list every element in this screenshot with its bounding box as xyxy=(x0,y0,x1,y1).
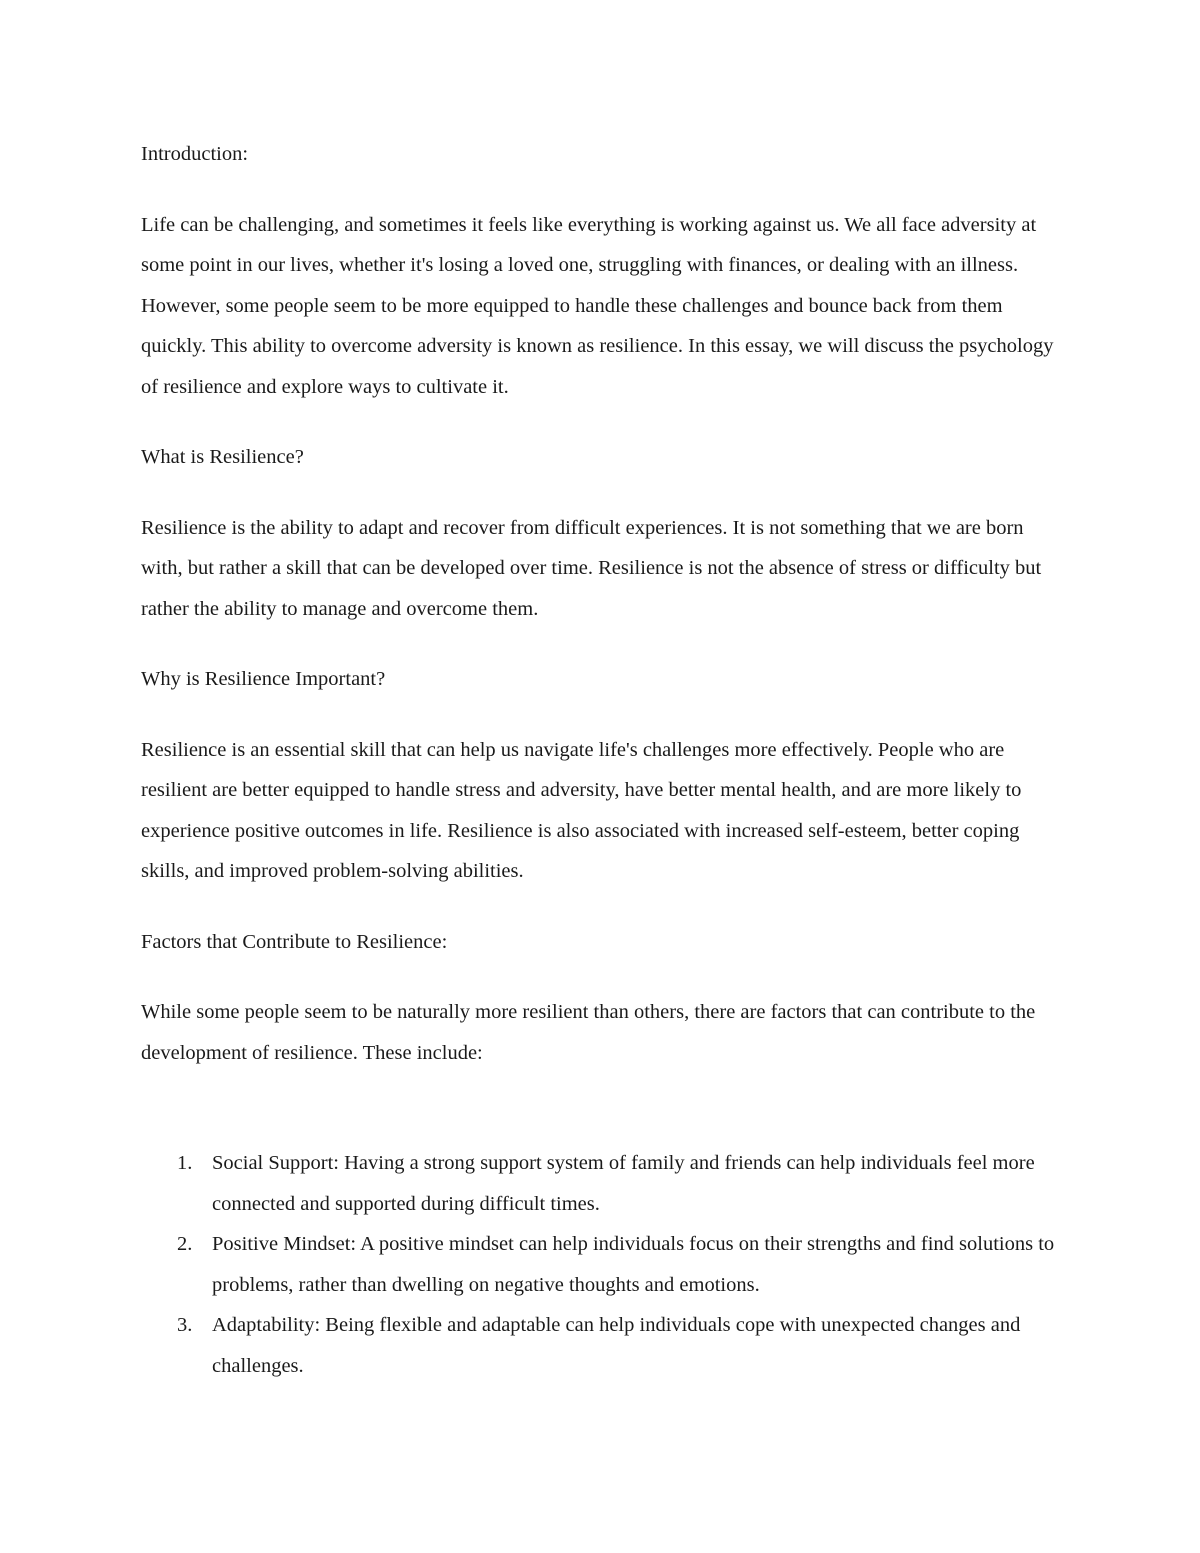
paragraph-why-important: Resilience is an essential skill that can help us navigate life's challenges more effectively. People who are resilient are better equipped to handle stress and adversity, have better mental health, and are more likely to experience positive outcomes in life. Resilience is also associated with increased self-esteem, better coping skills, and improved problem-solving abilities. xyxy=(141,738,1022,882)
list-item xyxy=(141,1305,1061,1386)
list-item-text: Social Support: Having a strong support system of family and friends can help individuals feel more connected and supported during difficult times. xyxy=(212,1152,1035,1215)
list-item-number: 2. xyxy=(177,1233,193,1255)
list-item-text: Adaptability: Being flexible and adaptable can help individuals cope with unexpected changes and challenges. xyxy=(212,1314,1021,1377)
factors-list xyxy=(141,1143,1061,1386)
section-heading-factors: Factors that Contribute to Resilience: xyxy=(141,930,448,953)
section-heading-why-important: Why is Resilience Important? xyxy=(141,668,386,690)
paragraph-what-is-resilience: Resilience is the ability to adapt and recover from difficult experiences. It is not something that we are born with, but rather a skill that can be developed over time. Resilience is not the absence of stress or difficulty but rather the ability to manage and overcome them. xyxy=(141,516,1042,620)
section-heading-what-is-resilience: What is Resilience? xyxy=(141,446,304,468)
section-heading-introduction: Introduction: xyxy=(141,143,249,165)
list-item-number: 3. xyxy=(177,1314,193,1336)
list-item xyxy=(141,1224,1061,1305)
paragraph-factors: While some people seem to be naturally more resilient than others, there are factors that can contribute to the development of resilience. These include: xyxy=(141,1001,1036,1064)
list-item-text: Positive Mindset: A positive mindset can help individuals focus on their strengths and find solutions to problems, rather than dwelling on negative thoughts and emotions. xyxy=(212,1233,1055,1296)
document-page xyxy=(141,134,1061,1386)
list-item-number: 1. xyxy=(177,1152,193,1174)
list-item xyxy=(141,1143,1061,1224)
paragraph-introduction: Life can be challenging, and sometimes it feels like everything is working against us. We all face adversity at some point in our lives, whether it's losing a loved one, struggling with finances, or dealing with an illness. However, some people seem to be more equipped to handle these challenges and bounce back from them quickly. This ability to overcome adversity is known as resilience. In this essay, we will discuss the psychology of resilience and explore ways to cultivate it. xyxy=(141,213,1054,398)
